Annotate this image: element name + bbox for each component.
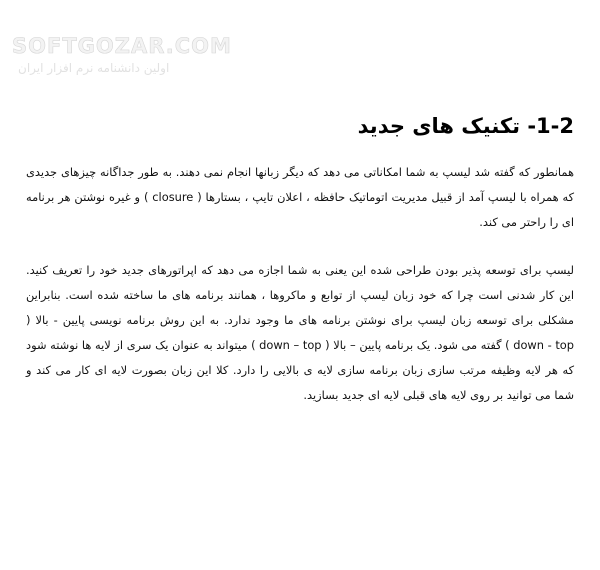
paragraph-1: همانطور که گفته شد لیسپ به شما امکاناتی می دهد که دیگر زبانها انجام نمی دهند. به طور جداگانه چیزهای جدیدی که همراه با لیسپ آمد از قبیل مدیریت اتوماتیک حافظه ، اعلان تایپ ، بستارها ( closure ) و غیره نوشتن هر برنامه ای را راحتر می کند. xyxy=(26,165,574,229)
paragraph-2: لیسپ برای توسعه پذیر بودن طراحی شده این یعنی به شما اجازه می دهد که اپراتورهای جدید خود را تعریف کنید. این کار شدنی است چرا که خود زبان لیسپ از توابع و ماکروها ، همانند برنامه های ما ساخته شده است. بنابراین مشکلی برای توسعه زبان لیسپ برای نوشتن برنامه های ما وجود ندارد. به این روش برنامه نویسی پایین - بالا ( down - top ) گفته می شود. یک برنامه پایین – بالا ( down – top ) میتواند به عنوان یک سری از لایه ها نوشته شود که هر لایه وظیفه مرتب سازی زبان برنامه سازی لایه ی بالایی را دارد. کلا این زبان بصورت لایه ای کار می کند و شما می توانید بر روی لایه های قبلی لایه ای جدید بسازید. xyxy=(26,263,574,402)
section-heading: 1-2- تکنیک های جدید xyxy=(357,114,574,138)
watermark-tagline: اولین دانشنامه نرم افزار ایران xyxy=(18,61,170,75)
softgozar-watermark xyxy=(12,34,232,76)
watermark-logo: SOFTGOZAR.COM xyxy=(12,34,232,58)
